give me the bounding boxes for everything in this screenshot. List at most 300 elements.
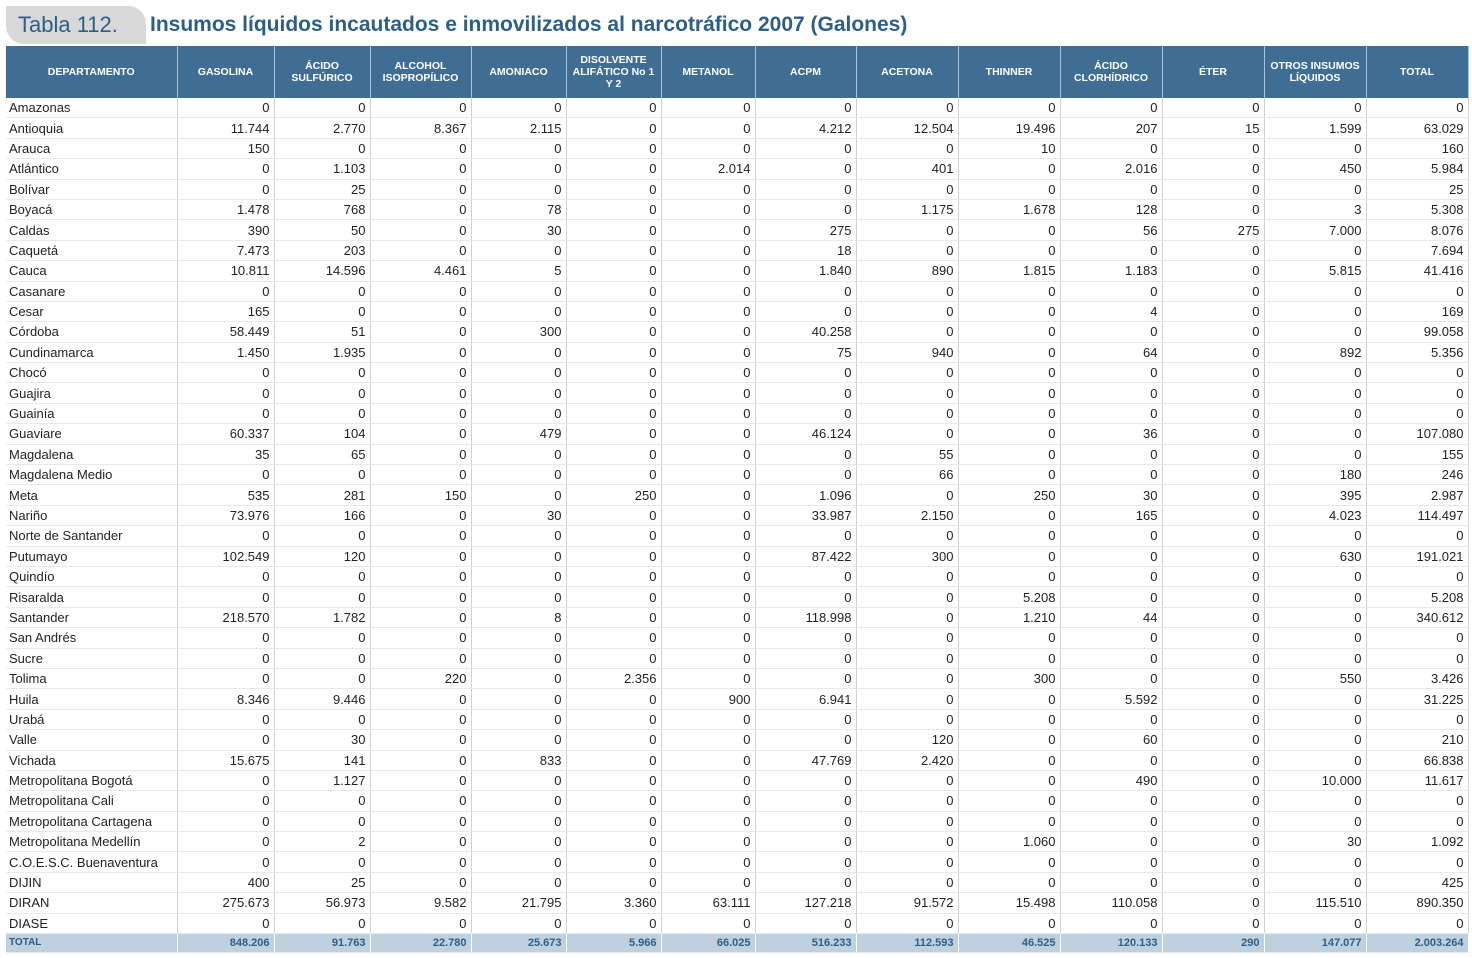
- department-cell: Chocó: [6, 363, 177, 383]
- value-cell: 0: [1162, 526, 1264, 546]
- value-cell: 0: [370, 220, 471, 240]
- table-row: [6, 261, 1468, 281]
- value-cell: 0: [661, 546, 755, 566]
- value-cell: 0: [370, 424, 471, 444]
- value-cell: 0: [661, 98, 755, 118]
- column-header: ÁCIDO CLORHÍDRICO: [1060, 46, 1162, 98]
- value-cell: 0: [370, 872, 471, 892]
- value-cell: 5.208: [1366, 587, 1468, 607]
- table-row: [6, 424, 1468, 444]
- value-cell: 18: [755, 240, 856, 260]
- value-cell: 0: [1162, 872, 1264, 892]
- value-cell: 0: [471, 709, 566, 729]
- value-cell: 2.014: [661, 159, 755, 179]
- table-row: [6, 322, 1468, 342]
- department-cell: Arauca: [6, 138, 177, 158]
- value-cell: 0: [1162, 444, 1264, 464]
- value-cell: 30: [471, 505, 566, 525]
- value-cell: 0: [177, 730, 274, 750]
- value-cell: 0: [471, 342, 566, 362]
- table-row: [6, 98, 1468, 118]
- value-cell: 2.356: [566, 668, 661, 688]
- value-cell: 0: [566, 444, 661, 464]
- value-cell: 0: [566, 750, 661, 770]
- value-cell: 0: [1162, 628, 1264, 648]
- value-cell: 0: [755, 913, 856, 933]
- value-cell: 1.450: [177, 342, 274, 362]
- value-cell: 0: [856, 403, 958, 423]
- value-cell: 107.080: [1366, 424, 1468, 444]
- value-cell: 46.124: [755, 424, 856, 444]
- total-cell: 66.025: [661, 934, 755, 953]
- value-cell: 0: [856, 301, 958, 321]
- value-cell: 0: [370, 607, 471, 627]
- value-cell: 0: [856, 383, 958, 403]
- value-cell: 0: [566, 342, 661, 362]
- value-cell: 0: [958, 220, 1060, 240]
- data-table: [6, 46, 1469, 953]
- value-cell: 0: [1264, 363, 1366, 383]
- value-cell: 0: [1366, 913, 1468, 933]
- value-cell: 250: [958, 485, 1060, 505]
- column-header: ÉTER: [1162, 46, 1264, 98]
- value-cell: 1.096: [755, 485, 856, 505]
- value-cell: 63.111: [661, 893, 755, 913]
- value-cell: 166: [274, 505, 370, 525]
- value-cell: 0: [1366, 811, 1468, 831]
- total-cell: 2.003.264: [1366, 934, 1468, 953]
- value-cell: 275: [755, 220, 856, 240]
- department-cell: Antioquia: [6, 118, 177, 138]
- value-cell: 0: [370, 444, 471, 464]
- value-cell: 0: [1060, 832, 1162, 852]
- value-cell: 0: [274, 811, 370, 831]
- value-cell: 1.210: [958, 607, 1060, 627]
- value-cell: 0: [177, 403, 274, 423]
- value-cell: 5.984: [1366, 159, 1468, 179]
- value-cell: 0: [1264, 526, 1366, 546]
- department-cell: Guajira: [6, 383, 177, 403]
- value-cell: 0: [177, 852, 274, 872]
- value-cell: 11.617: [1366, 770, 1468, 790]
- value-cell: 0: [370, 383, 471, 403]
- value-cell: 115.510: [1264, 893, 1366, 913]
- value-cell: 0: [856, 179, 958, 199]
- value-cell: 128: [1060, 199, 1162, 219]
- value-cell: 0: [958, 709, 1060, 729]
- table-row: [6, 179, 1468, 199]
- department-cell: Sucre: [6, 648, 177, 668]
- value-cell: 0: [958, 363, 1060, 383]
- value-cell: 0: [661, 465, 755, 485]
- value-cell: 0: [471, 587, 566, 607]
- value-cell: 5: [471, 261, 566, 281]
- value-cell: 0: [370, 546, 471, 566]
- value-cell: 75: [755, 342, 856, 362]
- value-cell: 0: [370, 301, 471, 321]
- value-cell: 0: [566, 832, 661, 852]
- value-cell: 768: [274, 199, 370, 219]
- value-cell: 0: [177, 383, 274, 403]
- value-cell: 0: [370, 750, 471, 770]
- table-header: [6, 46, 1468, 98]
- value-cell: 0: [1060, 852, 1162, 872]
- value-cell: 0: [958, 546, 1060, 566]
- value-cell: 300: [471, 322, 566, 342]
- value-cell: 0: [370, 138, 471, 158]
- value-cell: 0: [177, 281, 274, 301]
- value-cell: 0: [755, 98, 856, 118]
- value-cell: 833: [471, 750, 566, 770]
- value-cell: 0: [856, 98, 958, 118]
- value-cell: 0: [755, 811, 856, 831]
- value-cell: 127.218: [755, 893, 856, 913]
- value-cell: 0: [566, 383, 661, 403]
- value-cell: 1.478: [177, 199, 274, 219]
- value-cell: 165: [177, 301, 274, 321]
- value-cell: 0: [177, 465, 274, 485]
- value-cell: 0: [566, 607, 661, 627]
- table-row: [6, 791, 1468, 811]
- value-cell: 0: [274, 98, 370, 118]
- value-cell: 0: [856, 607, 958, 627]
- value-cell: 0: [755, 465, 856, 485]
- value-cell: 0: [370, 791, 471, 811]
- value-cell: 110.058: [1060, 893, 1162, 913]
- value-cell: 250: [566, 485, 661, 505]
- table-row: [6, 118, 1468, 138]
- value-cell: 0: [856, 872, 958, 892]
- value-cell: 0: [370, 363, 471, 383]
- value-cell: 490: [1060, 770, 1162, 790]
- table-row: [6, 444, 1468, 464]
- value-cell: 0: [177, 526, 274, 546]
- title-bar: [0, 0, 1472, 46]
- value-cell: 0: [1060, 138, 1162, 158]
- value-cell: 41.416: [1366, 261, 1468, 281]
- value-cell: 0: [370, 628, 471, 648]
- value-cell: 0: [1264, 587, 1366, 607]
- column-header: GASOLINA: [177, 46, 274, 98]
- department-cell: Risaralda: [6, 587, 177, 607]
- value-cell: 0: [755, 587, 856, 607]
- value-cell: 0: [1060, 179, 1162, 199]
- value-cell: 0: [370, 240, 471, 260]
- column-header: ÁCIDO SULFÚRICO: [274, 46, 370, 98]
- value-cell: 0: [661, 566, 755, 586]
- value-cell: 0: [471, 628, 566, 648]
- value-cell: 51: [274, 322, 370, 342]
- value-cell: 0: [661, 770, 755, 790]
- value-cell: 58.449: [177, 322, 274, 342]
- value-cell: 5.592: [1060, 689, 1162, 709]
- header-row: [6, 46, 1468, 98]
- value-cell: 0: [566, 587, 661, 607]
- table-row: [6, 383, 1468, 403]
- value-cell: 0: [1162, 363, 1264, 383]
- value-cell: 2: [274, 832, 370, 852]
- value-cell: 0: [1060, 587, 1162, 607]
- value-cell: 395: [1264, 485, 1366, 505]
- value-cell: 0: [1162, 403, 1264, 423]
- value-cell: 3.426: [1366, 668, 1468, 688]
- value-cell: 0: [1264, 811, 1366, 831]
- value-cell: 0: [856, 363, 958, 383]
- department-cell: Urabá: [6, 709, 177, 729]
- value-cell: 0: [856, 566, 958, 586]
- value-cell: 1.092: [1366, 832, 1468, 852]
- value-cell: 0: [274, 587, 370, 607]
- value-cell: 0: [1264, 179, 1366, 199]
- value-cell: 0: [1162, 913, 1264, 933]
- value-cell: 0: [661, 403, 755, 423]
- column-header: AMONIACO: [471, 46, 566, 98]
- value-cell: 0: [177, 628, 274, 648]
- department-cell: Guainía: [6, 403, 177, 423]
- table-row: [6, 546, 1468, 566]
- value-cell: 0: [958, 281, 1060, 301]
- value-cell: 0: [1366, 403, 1468, 423]
- department-cell: Caldas: [6, 220, 177, 240]
- value-cell: 0: [1060, 668, 1162, 688]
- department-cell: Quindío: [6, 566, 177, 586]
- department-cell: Caquetá: [6, 240, 177, 260]
- value-cell: 0: [1162, 138, 1264, 158]
- value-cell: 0: [177, 832, 274, 852]
- value-cell: 0: [1366, 383, 1468, 403]
- value-cell: 340.612: [1366, 607, 1468, 627]
- value-cell: 2.770: [274, 118, 370, 138]
- value-cell: 0: [755, 526, 856, 546]
- value-cell: 0: [1162, 322, 1264, 342]
- value-cell: 0: [958, 159, 1060, 179]
- value-cell: 0: [661, 709, 755, 729]
- column-header: OTROS INSUMOS LÍQUIDOS: [1264, 46, 1366, 98]
- value-cell: 55: [856, 444, 958, 464]
- value-cell: 0: [1162, 587, 1264, 607]
- value-cell: 0: [958, 179, 1060, 199]
- value-cell: 15.498: [958, 893, 1060, 913]
- value-cell: 0: [1162, 648, 1264, 668]
- value-cell: 0: [370, 811, 471, 831]
- total-cell: 22.780: [370, 934, 471, 953]
- value-cell: 44: [1060, 607, 1162, 627]
- value-cell: 0: [471, 179, 566, 199]
- value-cell: 91.572: [856, 893, 958, 913]
- table-row: [6, 893, 1468, 913]
- value-cell: 0: [471, 485, 566, 505]
- value-cell: 0: [958, 403, 1060, 423]
- value-cell: 0: [755, 566, 856, 586]
- value-cell: 104: [274, 424, 370, 444]
- value-cell: 0: [661, 526, 755, 546]
- value-cell: 0: [958, 465, 1060, 485]
- value-cell: 160: [1366, 138, 1468, 158]
- value-cell: 0: [566, 505, 661, 525]
- value-cell: 0: [1060, 363, 1162, 383]
- value-cell: 0: [856, 240, 958, 260]
- value-cell: 0: [1264, 628, 1366, 648]
- value-cell: 0: [1366, 709, 1468, 729]
- table-row: [6, 668, 1468, 688]
- column-header: DEPARTAMENTO: [6, 46, 177, 98]
- value-cell: 0: [370, 648, 471, 668]
- value-cell: 12.504: [856, 118, 958, 138]
- value-cell: 218.570: [177, 607, 274, 627]
- department-cell: Guaviare: [6, 424, 177, 444]
- value-cell: 0: [958, 872, 1060, 892]
- value-cell: 0: [370, 689, 471, 709]
- value-cell: 0: [566, 566, 661, 586]
- value-cell: 8.367: [370, 118, 471, 138]
- value-cell: 1.103: [274, 159, 370, 179]
- value-cell: 0: [856, 668, 958, 688]
- value-cell: 25: [274, 179, 370, 199]
- value-cell: 0: [856, 138, 958, 158]
- value-cell: 165: [1060, 505, 1162, 525]
- table-row: [6, 240, 1468, 260]
- value-cell: 0: [566, 118, 661, 138]
- value-cell: 2.115: [471, 118, 566, 138]
- value-cell: 275.673: [177, 893, 274, 913]
- value-cell: 0: [1162, 159, 1264, 179]
- value-cell: 102.549: [177, 546, 274, 566]
- value-cell: 0: [856, 485, 958, 505]
- department-cell: Magdalena Medio: [6, 465, 177, 485]
- value-cell: 0: [566, 199, 661, 219]
- department-cell: C.O.E.S.C. Buenaventura: [6, 852, 177, 872]
- value-cell: 0: [566, 648, 661, 668]
- value-cell: 0: [1162, 424, 1264, 444]
- value-cell: 0: [471, 403, 566, 423]
- value-cell: 7.000: [1264, 220, 1366, 240]
- table-row: [6, 913, 1468, 933]
- department-cell: Meta: [6, 485, 177, 505]
- value-cell: 0: [471, 465, 566, 485]
- value-cell: 0: [1162, 261, 1264, 281]
- value-cell: 0: [1162, 505, 1264, 525]
- value-cell: 0: [661, 383, 755, 403]
- value-cell: 0: [566, 872, 661, 892]
- value-cell: 0: [755, 383, 856, 403]
- value-cell: 0: [856, 791, 958, 811]
- value-cell: 0: [471, 668, 566, 688]
- value-cell: 3.360: [566, 893, 661, 913]
- value-cell: 0: [370, 403, 471, 423]
- table-row: [6, 301, 1468, 321]
- value-cell: 0: [856, 628, 958, 648]
- value-cell: 0: [370, 465, 471, 485]
- value-cell: 0: [566, 424, 661, 444]
- value-cell: 0: [755, 730, 856, 750]
- value-cell: 0: [958, 811, 1060, 831]
- value-cell: 0: [661, 607, 755, 627]
- value-cell: 0: [274, 791, 370, 811]
- value-cell: 0: [274, 668, 370, 688]
- value-cell: 0: [566, 913, 661, 933]
- value-cell: 401: [856, 159, 958, 179]
- value-cell: 535: [177, 485, 274, 505]
- value-cell: 0: [755, 791, 856, 811]
- value-cell: 2.987: [1366, 485, 1468, 505]
- value-cell: 0: [661, 750, 755, 770]
- value-cell: 0: [370, 199, 471, 219]
- value-cell: 0: [1264, 403, 1366, 423]
- value-cell: 0: [471, 138, 566, 158]
- table-row: [6, 138, 1468, 158]
- value-cell: 0: [566, 281, 661, 301]
- value-cell: 0: [471, 363, 566, 383]
- value-cell: 0: [1264, 852, 1366, 872]
- value-cell: 1.127: [274, 770, 370, 790]
- value-cell: 1.599: [1264, 118, 1366, 138]
- value-cell: 0: [471, 770, 566, 790]
- value-cell: 0: [274, 648, 370, 668]
- value-cell: 1.782: [274, 607, 370, 627]
- table-row: [6, 811, 1468, 831]
- value-cell: 7.694: [1366, 240, 1468, 260]
- value-cell: 550: [1264, 668, 1366, 688]
- value-cell: 0: [177, 98, 274, 118]
- value-cell: 150: [370, 485, 471, 505]
- value-cell: 0: [1366, 628, 1468, 648]
- value-cell: 0: [958, 750, 1060, 770]
- value-cell: 0: [1162, 199, 1264, 219]
- department-cell: Santander: [6, 607, 177, 627]
- table-row: [6, 852, 1468, 872]
- department-cell: Metropolitana Cali: [6, 791, 177, 811]
- value-cell: 0: [177, 913, 274, 933]
- value-cell: 15.675: [177, 750, 274, 770]
- value-cell: 0: [1366, 648, 1468, 668]
- table-row: [6, 505, 1468, 525]
- value-cell: 2.016: [1060, 159, 1162, 179]
- value-cell: 4.461: [370, 261, 471, 281]
- value-cell: 4.212: [755, 118, 856, 138]
- value-cell: 0: [1060, 322, 1162, 342]
- value-cell: 1.175: [856, 199, 958, 219]
- value-cell: 0: [274, 138, 370, 158]
- value-cell: 0: [958, 770, 1060, 790]
- value-cell: 0: [856, 526, 958, 546]
- value-cell: 0: [1060, 98, 1162, 118]
- table-row: [6, 566, 1468, 586]
- column-header: TOTAL: [1366, 46, 1468, 98]
- value-cell: 0: [274, 301, 370, 321]
- value-cell: 0: [755, 138, 856, 158]
- value-cell: 0: [661, 179, 755, 199]
- value-cell: 1.060: [958, 832, 1060, 852]
- value-cell: 0: [177, 159, 274, 179]
- value-cell: 0: [856, 220, 958, 240]
- value-cell: 0: [471, 913, 566, 933]
- value-cell: 0: [1264, 566, 1366, 586]
- value-cell: 0: [1366, 526, 1468, 546]
- department-cell: Córdoba: [6, 322, 177, 342]
- value-cell: 5.356: [1366, 342, 1468, 362]
- value-cell: 0: [1264, 648, 1366, 668]
- table-row: [6, 485, 1468, 505]
- value-cell: 0: [274, 403, 370, 423]
- value-cell: 0: [1162, 689, 1264, 709]
- value-cell: 10.000: [1264, 770, 1366, 790]
- value-cell: 64: [1060, 342, 1162, 362]
- table-row: [6, 587, 1468, 607]
- value-cell: 0: [274, 709, 370, 729]
- value-cell: 0: [471, 98, 566, 118]
- value-cell: 15: [1162, 118, 1264, 138]
- value-cell: 0: [1060, 465, 1162, 485]
